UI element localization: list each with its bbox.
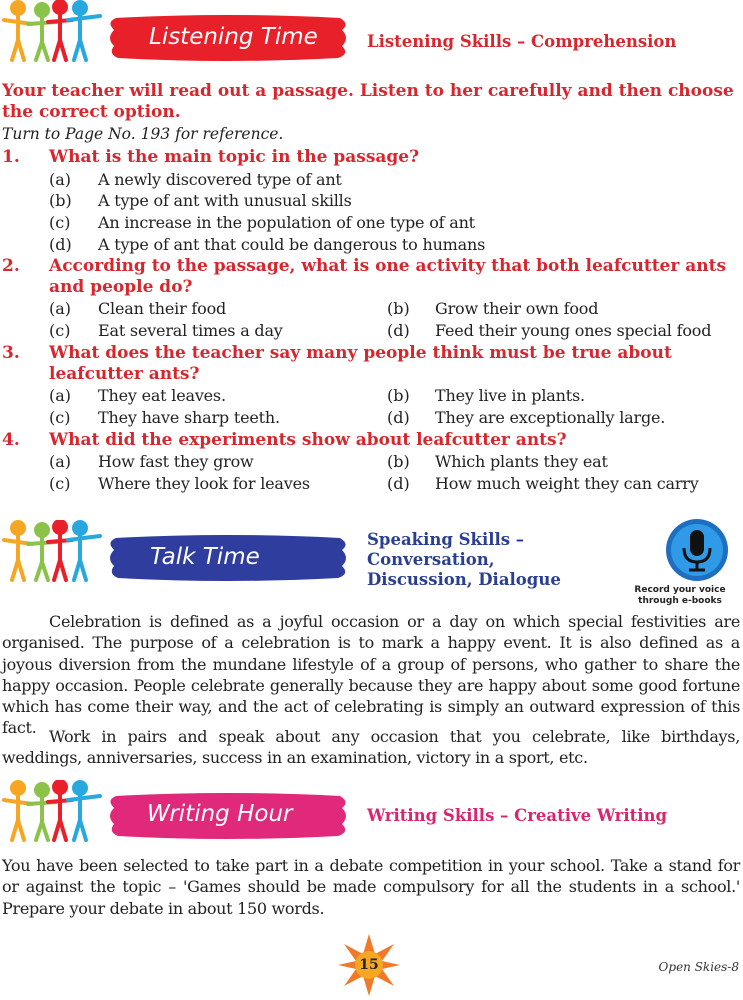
option-label: (c) <box>49 321 71 340</box>
option-text: They eat leaves. <box>98 386 226 405</box>
question-number: 3. <box>2 343 20 363</box>
microphone-icon[interactable] <box>665 518 729 582</box>
listening-skill-label: Listening Skills – Comprehension <box>367 32 677 51</box>
option-label: (a) <box>49 452 72 471</box>
mic-caption-line: Record your voice <box>634 585 726 595</box>
pair-work-paragraph: Work in pairs and speak about any occasion that you celebrate, like birthdays, weddings, anniversaries, success in an examination, victory in a sport, etc. <box>2 727 740 768</box>
question-text: What is the main topic in the passage? <box>49 147 420 167</box>
mic-caption-line: through e-books <box>638 596 722 606</box>
listening-instruction: Your teacher will read out a passage. Listen to her carefully and then choose the correct option. <box>2 81 734 122</box>
children-figures-icon <box>0 0 105 62</box>
option-label: (b) <box>387 386 410 405</box>
page-number: 15 <box>359 957 379 973</box>
speaking-skill-line: Conversation, <box>367 550 495 569</box>
option-label: (a) <box>49 170 72 189</box>
writing-task: You have been selected to take part in a debate competition in your school. Take a stand for or against the topic – 'Games should be made compulsory for all the students in a school.' Prepare your debate in about 150 words. <box>2 856 740 918</box>
option-label: (c) <box>49 213 71 232</box>
option-text: An increase in the population of one type of ant <box>98 213 475 232</box>
option-label: (d) <box>387 408 410 427</box>
question-number: 4. <box>2 430 20 450</box>
option-text: They live in plants. <box>435 386 585 405</box>
option-text: A type of ant with unusual skills <box>98 191 352 210</box>
writing-skill-label: Writing Skills – Creative Writing <box>367 806 668 825</box>
option-label: (a) <box>49 299 72 318</box>
option-text: A newly discovered type of ant <box>98 170 342 189</box>
option-text: A type of ant that could be dangerous to humans <box>98 235 486 254</box>
question-text: What does the teacher say many people think must be true about leafcutter ants? <box>49 343 672 384</box>
listening-banner-title: Listening Time <box>149 24 318 50</box>
option-text: Feed their young ones special food <box>435 321 712 340</box>
option-label: (a) <box>49 386 72 405</box>
option-label: (b) <box>387 299 410 318</box>
question-text: What did the experiments show about leafcutter ants? <box>49 430 567 450</box>
option-text: Where they look for leaves <box>98 474 310 493</box>
mic-caption <box>620 585 740 607</box>
option-label: (c) <box>49 474 71 493</box>
option-label: (d) <box>49 235 72 254</box>
book-title: Open Skies-8 <box>658 960 739 974</box>
speaking-skill-label <box>367 530 561 590</box>
option-text: Eat several times a day <box>98 321 283 340</box>
option-text: Grow their own food <box>435 299 599 318</box>
question-number: 1. <box>2 147 20 167</box>
talk-banner-title: Talk Time <box>150 544 260 570</box>
option-text: Clean their food <box>98 299 227 318</box>
children-figures-icon <box>0 520 105 582</box>
option-label: (b) <box>49 191 72 210</box>
option-label: (b) <box>387 452 410 471</box>
option-text: They have sharp teeth. <box>98 408 280 427</box>
option-label: (c) <box>49 408 71 427</box>
writing-banner-title: Writing Hour <box>147 801 293 827</box>
speaking-skill-line: Discussion, Dialogue <box>367 570 561 589</box>
option-label: (d) <box>387 321 410 340</box>
option-text: How fast they grow <box>98 452 254 471</box>
option-label: (d) <box>387 474 410 493</box>
speaking-skill-line: Speaking Skills – <box>367 530 525 549</box>
children-figures-icon <box>0 780 105 842</box>
question-text: According to the passage, what is one activity that both leafcutter ants and people do? <box>49 256 727 297</box>
reference-note: Turn to Page No. 193 for reference. <box>2 125 284 143</box>
question-number: 2. <box>2 256 20 276</box>
celebration-paragraph: Celebration is defined as a joyful occasion or a day on which special festivities are organised. The purpose of a celebration is to mark a happy event. It is also defined as a joyous diversion from the mundane lifestyle of a group of persons, who gather to share the happy occasion. People celebrate generally because they are happy about some good fortune which has come their way, and the act of celebrating is simply an outward expression of this fact. <box>2 612 740 738</box>
option-text: How much weight they can carry <box>435 474 699 493</box>
option-text: They are exceptionally large. <box>435 408 666 427</box>
option-text: Which plants they eat <box>435 452 608 471</box>
